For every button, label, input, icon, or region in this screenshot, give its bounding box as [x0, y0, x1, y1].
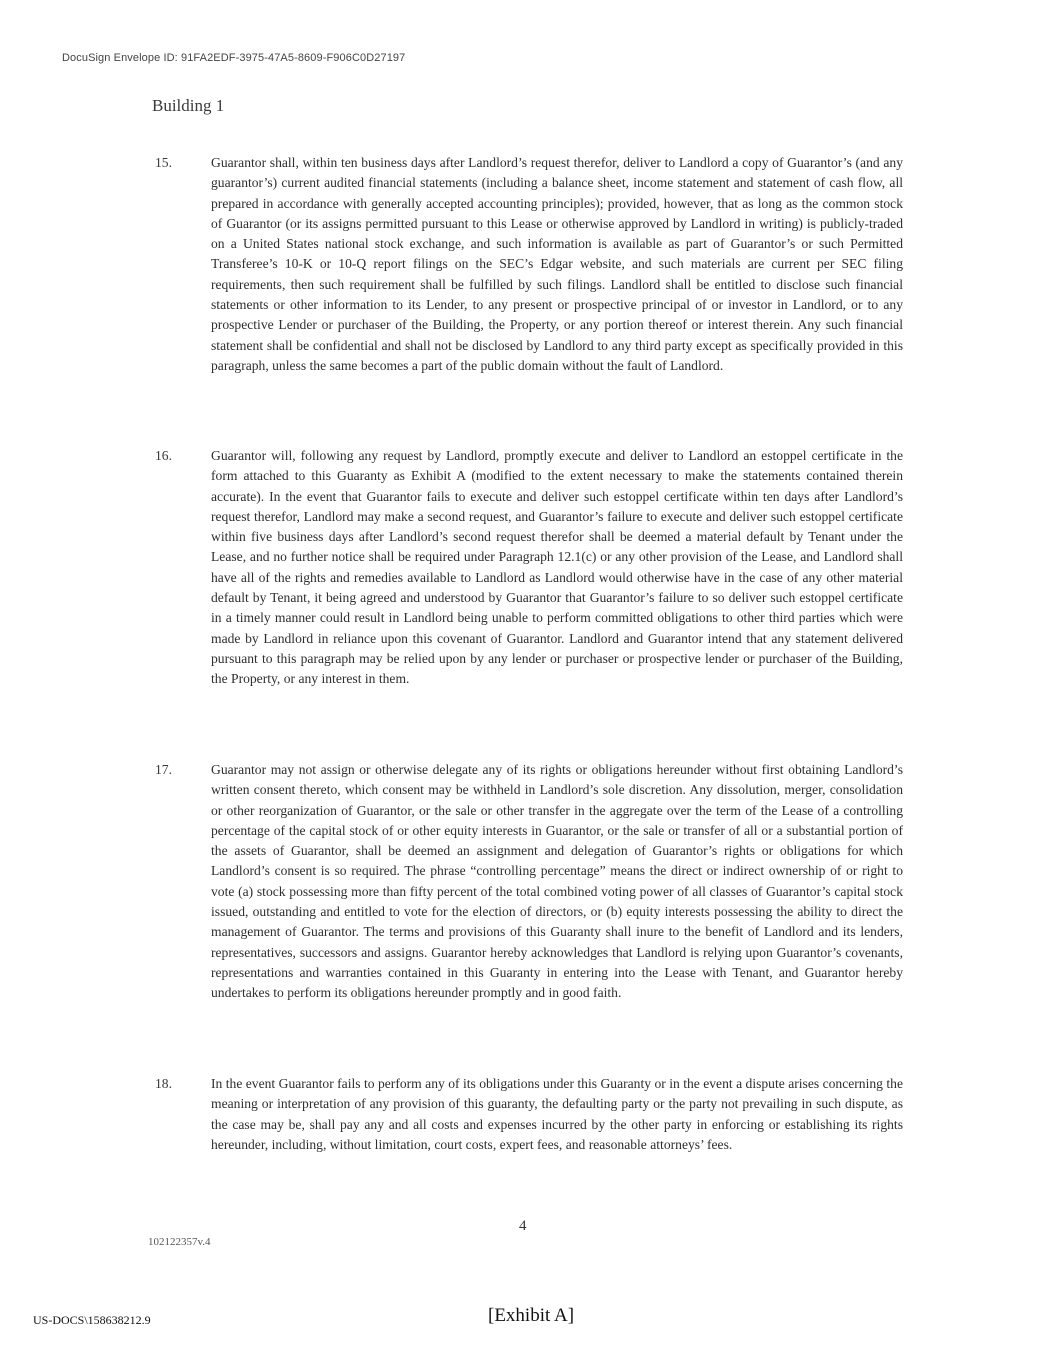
paragraph-text: In the event Guarantor fails to perform any of its obligations under this Guaranty or in the event a dispute arises concerning the meaning or interpretation of any provision of this guaranty, the defaulting party or the party not prevailing in such dispute, as the case may be, shall pay any and all costs and expenses incurred by the other party in enforcing or establishing its rights hereunder, including, without limitation, court costs, expert fees, and reasonable attorneys’ fees.: [211, 1076, 903, 1152]
paragraph-16: [155, 446, 903, 690]
paragraph-15: [155, 153, 903, 376]
page-number: 4: [519, 1218, 527, 1234]
docusign-envelope-id: DocuSign Envelope ID: 91FA2EDF-3975-47A5-8609-F906C0D27197: [62, 52, 406, 64]
paragraph-number: 17.: [155, 762, 172, 777]
paragraph-18: [155, 1074, 903, 1155]
paragraph-text: Guarantor may not assign or otherwise delegate any of its rights or obligations hereunder without first obtaining Landlord’s written consent thereto, which consent may be withheld in Landlord’s sole discretion. Any dissolution, merger, consolidation or other reorganization of Guarantor, or the sale or other transfer in the aggregate over the term of the Lease of a controlling percentage of the capital stock of or other equity interests in Guarantor, or the sale or transfer of all or a substantial portion of the assets of Guarantor, shall be deemed an assignment and delegation of Guarantor’s rights or obligations for which Landlord’s consent is so required. The phrase “controlling percentage” means the direct or indirect ownership of or right to vote (a) stock possessing more than fifty percent of the total combined voting power of all classes of Guarantor’s capital stock issued, outstanding and entitled to vote for the election of directors, or (b) equity interests possessing the ability to direct the management of Guarantor. The terms and provisions of this Guaranty shall inure to the benefit of Landlord and its lenders, representatives, successors and assigns. Guarantor hereby acknowledges that Landlord is relying upon Guarantor’s covenants, representations and warranties contained in this Guaranty in entering into the Lease with Tenant, and Guarantor hereby undertakes to perform its obligations hereunder promptly and in good faith.: [211, 762, 903, 1001]
paragraph-text: Guarantor shall, within ten business days after Landlord’s request therefor, deliver to Landlord a copy of Guarantor’s (and any guarantor’s) current audited financial statements (including a balance sheet, income statement and statement of cash flow, all prepared in accordance with generally accepted accounting principles); provided, however, that as long as the common stock of Guarantor (or its assigns permitted pursuant to this Lease or otherwise approved by Landlord in writing) is publicly-traded on a United States national stock exchange, and such information is available as part of Guarantor’s or such Permitted Transferee’s 10-K or 10-Q report filings on the SEC’s Edgar website, and such materials are current per SEC filing requirements, then such requirement shall be fulfilled by such filings. Landlord shall be entitled to disclose such financial statements or other information to its Lender, to any present or prospective principal of or investor in Landlord, or to any prospective Lender or purchaser of the Building, the Property, or any portion thereof or interest therein. Any such financial statement shall be confidential and shall not be disclosed by Landlord to any third party except as specifically provided in this paragraph, unless the same becomes a part of the public domain without the fault of Landlord.: [211, 155, 903, 373]
paragraph-text: Guarantor will, following any request by Landlord, promptly execute and deliver to Landlord an estoppel certificate in the form attached to this Guaranty as Exhibit A (modified to the extent necessary to make the statements contained therein accurate). In the event that Guarantor fails to execute and deliver such estoppel certificate within ten days after Landlord’s request therefor, Landlord may make a second request, and Guarantor’s failure to execute and deliver such estoppel certificate within five business days after Landlord’s second request therefor shall be deemed a material default by Tenant under the Lease, and no further notice shall be required under Paragraph 12.1(c) or any other provision of the Lease, and Landlord shall have all of the rights and remedies available to Landlord as Landlord would otherwise have in the case of any other material default by Tenant, it being agreed and understood by Guarantor that Guarantor’s failure to so deliver such estoppel certificate in a timely manner could result in Landlord being unable to perform committed obligations to other third parties which were made by Landlord in reliance upon this covenant of Guarantor. Landlord and Guarantor intend that any statement delivered pursuant to this paragraph may be relied upon by any lender or purchaser or prospective lender or purchaser of the Building, the Property, or any interest in them.: [211, 448, 903, 687]
paragraph-17: [155, 760, 903, 1004]
footer-exhibit-label: [Exhibit A]: [488, 1305, 575, 1326]
footer-doc-reference: US-DOCS\158638212.9: [33, 1313, 151, 1327]
header-label: Building 1: [152, 96, 225, 115]
document-id: 102122357v.4: [148, 1236, 211, 1248]
paragraph-number: 18.: [155, 1076, 172, 1091]
paragraph-number: 15.: [155, 155, 172, 170]
paragraph-number: 16.: [155, 448, 172, 463]
